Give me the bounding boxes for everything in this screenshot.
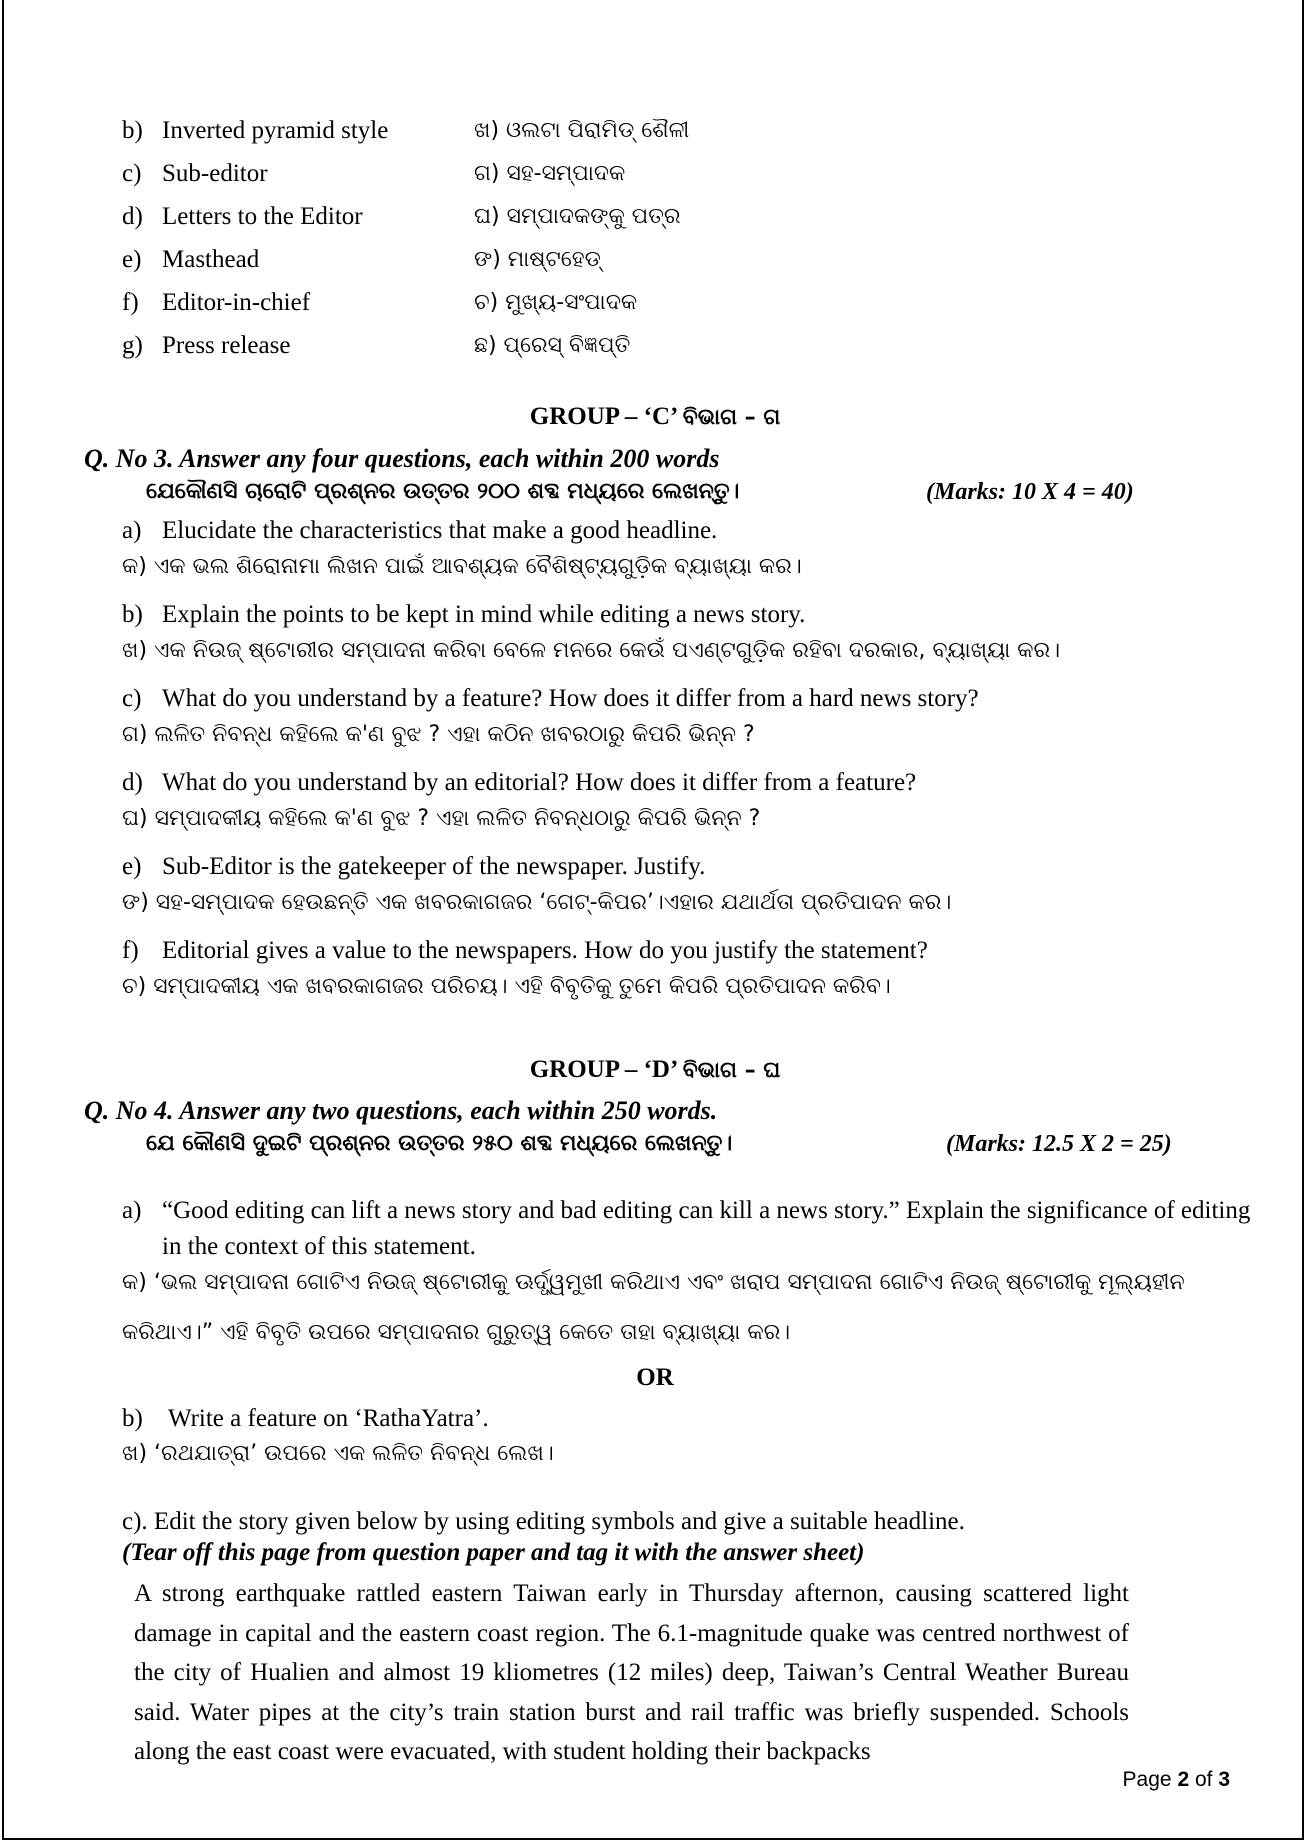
q4-heading: Q. No 4. Answer any two questions, each within 250 words. <box>84 1096 718 1125</box>
q3-item-c-odia: ଗ) ଲଳିତ ନିବନ୍ଧ କହିଲେ କ'ଣ ବୁଝ ? ଏହା କଠିନ ଖବରଠାରୁ କିପରି ଭିନ୍ନ ? <box>122 722 755 747</box>
page-number: Page 2 of 3 <box>1122 1768 1230 1791</box>
q4-item-c-note: (Tear off this page from question paper and tag it with the answer sheet) <box>122 1539 865 1566</box>
q3-item-f-odia: ଚ) ସମ୍ପାଦକୀୟ ଏକ ଖବରକାଗଜର ପରିଚୟ। ଏହି ବିବୃତିକୁ ତୁମେ କିପରି ପ୍ରତିପାଦନ କରିବ। <box>122 974 891 999</box>
q4-item-b: b) Write a feature on ‘RathaYatra’. <box>122 1405 489 1432</box>
q3-item-d-odia: ଘ) ସମ୍ପାଦକୀୟ କହିଲେ କ'ଣ ବୁଝ ? ଏହା ଲଳିତ ନିବନ୍ଧଠାରୁ କିପରି ଭିନ୍ନ ? <box>122 806 761 831</box>
q3-item-f: f) Editorial gives a value to the newspapers. How do you justify the statement? <box>122 937 928 964</box>
q3-item-d: d) What do you understand by an editorial? How does it differ from a feature? <box>122 769 917 796</box>
q3-item-c: c) What do you understand by a feature? How does it differ from a hard news story? <box>122 685 979 712</box>
q4-heading-odia: ଯେ କୌଣସି ଦୁଇଟି ପ୍ରଶ୍ନର ଉତ୍ତର ୨୫୦ ଶବ୍ଦ ମଧ୍ୟରେ ଲେଖନ୍ତୁ। <box>146 1131 733 1156</box>
group-d-heading: GROUP – ‘D’ ବିଭାଗ – ଘ <box>529 1056 781 1083</box>
q3-item-a: a) Elucidate the characteristics that make a good headline. <box>122 517 718 544</box>
q4-item-a-odia-line2: କରିଥାଏ।” ଏହି ବିବୃତି ଉପରେ ସମ୍ପାଦନାର ଗୁରୁତ୍ୱ କେତେ ତାହା ବ୍ୟାଖ୍ୟା କର। <box>122 1320 791 1345</box>
q3-heading: Q. No 3. Answer any four questions, each within 200 words <box>84 444 720 473</box>
q4-item-a-odia-line1: କ) ‘ଭଲ ସମ୍ପାଦନା ଗୋଟିଏ ନିଉଜ୍ ଷ୍ଟୋରୀକୁ ଊର୍ଦ୍ଧ୍ୱମୁଖୀ କରିଥାଏ ଏବଂ ଖରାପ ସମ୍ପାଦନା ଗୋଟିଏ ନିଉଜ୍ ଷ୍ଟୋରୀକୁ ମୂଲ୍ୟହୀନ <box>122 1270 1185 1295</box>
q4-item-b-odia: ଖ) ‘ରଥଯାତ୍ରା’ ଉପରେ ଏକ ଲଳିତ ନିବନ୍ଧ ଲେଖ। <box>122 1441 554 1466</box>
q3-item-e-odia: ଙ) ସହ-ସମ୍ପାଦକ ହେଉଛନ୍ତି ଏକ ଖବରକାଗଜର ‘ଗେଟ୍-କିପର’।ଏହାର ଯଥାର୍ଥତା ପ୍ରତିପାଦନ କର। <box>122 890 952 915</box>
q3-item-b: b) Explain the points to be kept in mind while editing a news story. <box>122 601 806 628</box>
story-paragraph: A strong earthquake rattled eastern Taiwan early in Thursday afternon, causing scattered light damage in capital and the eastern coast region. The 6.1-magnitude quake was centred northwest of the city of Hualien and almost 19 kliometres (12 miles) deep, Taiwan’s Central Weather Bureau said. Water pipes at the city’s train station burst and rail traffic was briefly suspended. Schools along the east coast were evacuated, with student holding their backpacks <box>134 1580 1129 1765</box>
or-separator: OR <box>636 1364 674 1391</box>
q3-item-e: e) Sub-Editor is the gatekeeper of the newspaper. Justify. <box>122 853 706 880</box>
q3-heading-odia: ଯେକୌଣସି ଚାରୋଟି ପ୍ରଶ୍ନର ଉତ୍ତର ୨୦୦ ଶବ୍ଦ ମଧ୍ୟରେ ଲେଖନ୍ତୁ। <box>146 479 740 504</box>
q3-item-a-odia: କ) ଏକ ଭଲ ଶିରୋନାମା ଲିଖନ ପାଇଁ ଆବଶ୍ୟକ ବୈଶିଷ୍ଟ୍ୟଗୁଡ଼ିକ ବ୍ୟାଖ୍ୟା କର। <box>122 554 802 579</box>
group-c-heading: GROUP – ‘C’ ବିଭାଗ – ଗ <box>529 403 781 430</box>
q4-item-a: a) “Good editing can lift a news story and bad editing can kill a news story.” Explain the significance of editing in the context of this statement. <box>122 1197 1251 1260</box>
q4-marks: (Marks: 12.5 X 2 = 25) <box>946 1131 1172 1157</box>
q4-item-c: c). Edit the story given below by using editing symbols and give a suitable headline. <box>122 1508 965 1535</box>
q3-marks: (Marks: 10 X 4 = 40) <box>926 479 1134 505</box>
q3-item-b-odia: ଖ) ଏକ ନିଉଜ୍ ଷ୍ଟୋରୀର ସମ୍ପାଦନା କରିବା ବେଳେ ମନରେ କେଉଁ ପଏଣ୍ଟଗୁଡ଼ିକ ରହିବା ଦରକାର, ବ୍ୟାଖ୍ୟା କର। <box>122 638 1061 663</box>
exam-page: b) Inverted pyramid style ଖ) ଓଲଟା ପିରାମିଡ୍ ଶୈଳୀ c) Sub-editor ଗ) ସହ-ସମ୍ପାଦକ d) Letters to the Editor ଘ) ସମ୍ପାଦକଙ୍କୁ ପତ୍ର e) Masthead ଙ) ମାଷ୍ଟହେଡ୍ f) Editor-in-chief ଚ) ମୁଖ୍ୟ-ସଂପାଦକ g) Press release ଛ) ପ୍ରେସ୍ ବିଜ୍ଞପ୍ତି GROUP – ‘C’ ବିଭାଗ – ଗ Q. No 3. Answer any four questions, each within 200 words ଯେକୌଣସି ଚାରୋଟି ପ୍ରଶ୍ନର ଉତ୍ତର ୨୦୦ ଶବ୍ଦ ମଧ୍ୟରେ ଲେଖନ୍ତୁ। (Marks: 10 X 4 = 40) a) Elucidate the characteristics that make a good headline. କ) ଏକ ଭଲ ଶିରୋନାମା ଲିଖନ ପାଇଁ ଆବଶ୍ୟକ ବୈଶିଷ୍ଟ୍ୟଗୁଡ଼ିକ ବ୍ୟାଖ୍ୟା କର। b) Explain the points to be kept in mind while editing a news story. ଖ) ଏକ ନିଉଜ୍ ଷ୍ଟୋରୀର ସମ୍ପାଦନା କରିବା ବେଳେ ମନରେ କେଉଁ ପଏଣ୍ଟଗୁଡ଼ିକ ରହିବା ଦରକାର, ବ୍ୟାଖ୍ୟା କର। c) What do you understand by a feature? How does it differ from a hard news story? ଗ) ଲଳିତ ନିବନ୍ଧ କହିଲେ କ'ଣ ବୁଝ ? ଏହା କଠିନ ଖବରଠାରୁ କିପରି ଭିନ୍ନ ? d) What do you understand by an editorial? How does it differ from a feature? ଘ) ସମ୍ପାଦକୀୟ କହିଲେ କ'ଣ ବୁଝ ? ଏହା ଲଳିତ ନିବନ୍ଧଠାରୁ କିପରି ଭିନ୍ନ ? e) Sub-Editor is the gatekeeper of the newspaper. Justify. ଙ) ସହ-ସମ୍ପାଦକ ହେଉଛନ୍ତି ଏକ ଖବରକାଗଜର ‘ଗେଟ୍-କିପର’।ଏହାର ଯଥାର୍ଥତା ପ୍ରତିପାଦନ କର। f) Editorial gives a value to the newspapers. How do you justify the statement? ଚ) ସମ୍ପାଦକୀୟ ଏକ ଖବରକାଗଜର ପରିଚୟ। ଏହି ବିବୃତିକୁ ତୁମେ କିପରି ପ୍ରତିପାଦନ କରିବ। GROUP – ‘D’ ବିଭାଗ – ଘ Q. No 4. Answer any two questions, each within 250 words. ଯେ କୌଣସି ଦୁଇଟି ପ୍ରଶ୍ନର ଉତ୍ତର ୨୫୦ ଶବ୍ଦ ମଧ୍ୟରେ ଲେଖନ୍ତୁ। (Marks: 12.5 X 2 = 25) a) “Good editing can lift a news story and bad editing can kill a news story.” Explain the significance of editing in the context of this statement. କ) ‘ଭଲ ସମ୍ପାଦନା ଗୋଟିଏ ନିଉଜ୍ ଷ୍ଟୋରୀକୁ ଊର୍ଦ୍ଧ୍ୱମୁଖୀ କରିଥାଏ ଏବଂ ଖରାପ ସମ୍ପାଦନା ଗୋଟିଏ ନିଉଜ୍ ଷ୍ଟୋରୀକୁ ମୂଲ୍ୟହୀନ କରିଥାଏ।” ଏହି ବିବୃତି ଉପରେ ସମ୍ପାଦନାର ଗୁରୁତ୍ୱ କେତେ ତାହା ବ୍ୟାଖ୍ୟା କର। OR b) Write a feature on ‘RathaYatra’. ଖ) ‘ରଥଯାତ୍ରା’ ଉପରେ ଏକ ଲଳିତ ନିବନ୍ଧ ଲେଖ। c). Edit the story given below by using editing symbols and give a suitable headline. (Tear off this page from question paper and tag it with the answer sheet) A strong earthquake rattled eastern Taiwan early in Thursday afternon, causing scattered light damage in capital and the eastern coast region. The 6.1-magnitude quake was centred northwest of the city of Hualien and almost 19 kliometres (12 miles) deep, Taiwan’s Central Weather Bureau said. Water pipes at the city’s train station burst and rail traffic was briefly suspended. Schools along the east coast were evacuated, with student holding their backpacks Page 2 of 3 <box>2 0 1304 1840</box>
